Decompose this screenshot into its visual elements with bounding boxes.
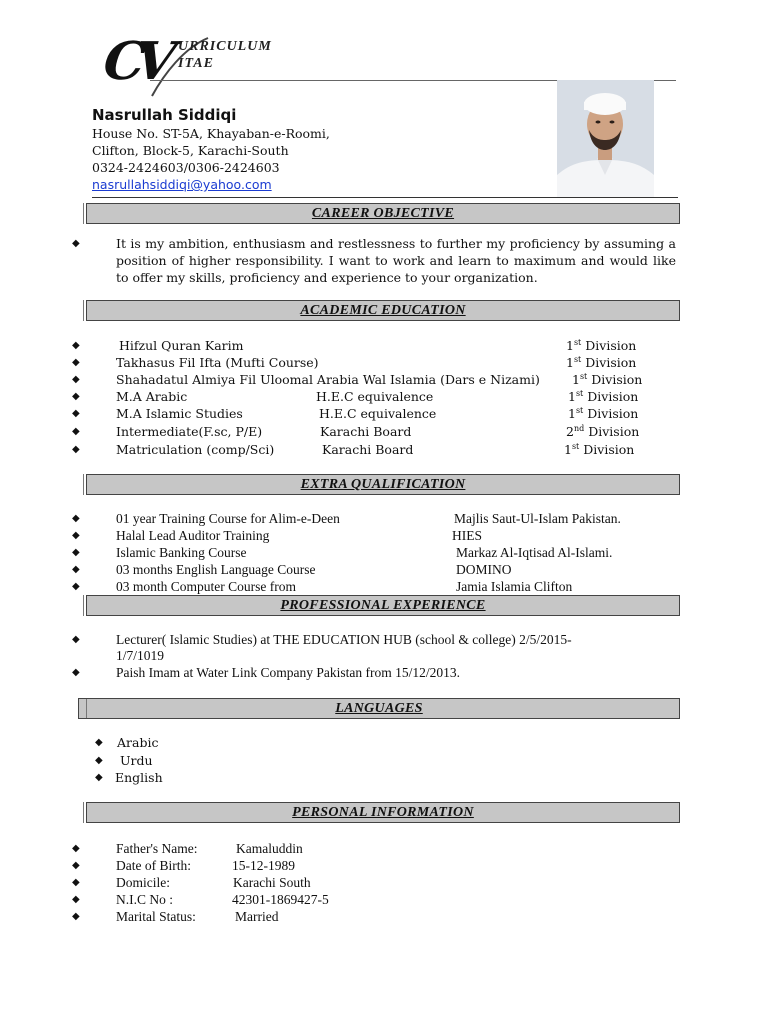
bullet-icon: ◆ [95, 772, 103, 783]
bullet-icon: ◆ [95, 737, 103, 748]
bullet-icon: ◆ [72, 340, 80, 351]
phone-numbers: 0324-2424603/0306-2424603 [92, 160, 280, 175]
experience-line: 1/7/1019 [116, 648, 165, 663]
header-underline [92, 197, 678, 198]
experience-line: Lecturer( Islamic Studies) at THE EDUCATION HUB (school & college) 2/5/2015- [116, 632, 572, 647]
section-professional-experience: PROFESSIONAL EXPERIENCE [86, 595, 680, 616]
bullet-icon: ◆ [72, 408, 80, 419]
academic-division: 1st Division [568, 405, 639, 421]
bullet-icon: ◆ [72, 530, 80, 541]
course-name: Halal Lead Auditor Training [116, 528, 270, 543]
bullet-icon: ◆ [72, 238, 80, 249]
course-institute: Markaz Al-Iqtisad Al-Islami. [456, 545, 613, 560]
bullet-icon: ◆ [72, 581, 80, 592]
course-name: 03 months English Language Course [116, 562, 316, 577]
academic-board: Karachi Board [322, 442, 414, 457]
bullet-icon: ◆ [95, 755, 103, 766]
academic-title: M.A Islamic Studies [116, 406, 243, 421]
bullet-icon: ◆ [72, 391, 80, 402]
academic-division: 1st Division [568, 388, 639, 404]
academic-division: 1st Division [566, 354, 637, 370]
language-name: Arabic [117, 735, 159, 750]
email-link[interactable]: nasrullahsiddiqi@yahoo.com [92, 177, 272, 192]
profile-photo [557, 80, 654, 197]
academic-board: H.E.C equivalence [316, 389, 434, 404]
academic-title: Shahadatul Almiya Fil Uloomal Arabia Wal Islamia (Dars e Nizami) [116, 372, 540, 387]
bullet-icon: ◆ [72, 547, 80, 558]
section-extra-qualification: EXTRA QUALIFICATION [86, 474, 680, 495]
academic-title: Hifzul Quran Karim [119, 338, 244, 353]
info-value: 42301-1869427-5 [232, 892, 329, 907]
bullet-icon: ◆ [72, 911, 80, 922]
bullet-icon: ◆ [72, 444, 80, 455]
academic-division: 1st Division [572, 371, 643, 387]
candidate-name: Nasrullah Siddiqi [92, 106, 237, 124]
bullet-icon: ◆ [72, 634, 80, 645]
logo-word-curriculum: URRICULUM [178, 39, 272, 54]
info-label: Date of Birth: [116, 858, 191, 873]
logo-word-vitae: ITAE [178, 56, 214, 71]
info-label: N.I.C No : [116, 892, 173, 907]
info-value: Married [235, 909, 279, 924]
info-label: Marital Status: [116, 909, 196, 924]
section-languages: LANGUAGES [78, 698, 680, 719]
language-name: Urdu [120, 753, 153, 768]
address-line-1: House No. ST-5A, Khayaban-e-Roomi, [92, 126, 330, 141]
academic-board: Karachi Board [320, 424, 412, 439]
bullet-icon: ◆ [72, 357, 80, 368]
academic-title: Takhasus Fil Ifta (Mufti Course) [116, 355, 319, 370]
bullet-icon: ◆ [72, 894, 80, 905]
info-label: Father's Name: [116, 841, 198, 856]
section-career-objective: CAREER OBJECTIVE [86, 203, 680, 224]
bullet-icon: ◆ [72, 513, 80, 524]
academic-board: H.E.C equivalence [319, 406, 437, 421]
course-name: 03 month Computer Course from [116, 579, 296, 594]
section-academic-education: ACADEMIC EDUCATION [86, 300, 680, 321]
section-personal-information: PERSONAL INFORMATION [86, 802, 680, 823]
course-institute: Jamia Islamia Clifton [456, 579, 573, 594]
bullet-icon: ◆ [72, 564, 80, 575]
academic-title: Intermediate(F.sc, P/E) [116, 424, 263, 439]
course-institute: HIES [452, 528, 482, 543]
bullet-icon: ◆ [72, 843, 80, 854]
info-value: 15-12-1989 [232, 858, 295, 873]
course-name: Islamic Banking Course [116, 545, 247, 560]
academic-division: 1st Division [566, 337, 637, 353]
experience-line: Paish Imam at Water Link Company Pakistan from 15/12/2013. [116, 665, 460, 680]
academic-division: 2nd Division [566, 423, 640, 439]
bullet-icon: ◆ [72, 860, 80, 871]
academic-title: Matriculation (comp/Sci) [116, 442, 275, 457]
course-name: 01 year Training Course for Alim-e-Deen [116, 511, 340, 526]
bullet-icon: ◆ [72, 877, 80, 888]
academic-title: M.A Arabic [116, 389, 188, 404]
address-line-2: Clifton, Block-5, Karachi-South [92, 143, 289, 158]
cv-logo [100, 31, 294, 104]
academic-division: 1st Division [564, 441, 635, 457]
bullet-icon: ◆ [72, 426, 80, 437]
bullet-icon: ◆ [72, 374, 80, 385]
language-name: English [115, 770, 163, 785]
info-value: Karachi South [233, 875, 311, 890]
info-value: Kamaluddin [236, 841, 303, 856]
info-label: Domicile: [116, 875, 170, 890]
course-institute: DOMINO [456, 562, 512, 577]
bullet-icon: ◆ [72, 667, 80, 678]
career-objective-text: It is my ambition, enthusiasm and restlessness to further my proficiency by assuming a position of higher responsibility. I want to work and learn to maximum and would like to offer my skills, proficiency and experience to your organization. [116, 236, 676, 285]
course-institute: Majlis Saut-Ul-Islam Pakistan. [454, 511, 621, 526]
logo-letters: CV [100, 31, 169, 92]
